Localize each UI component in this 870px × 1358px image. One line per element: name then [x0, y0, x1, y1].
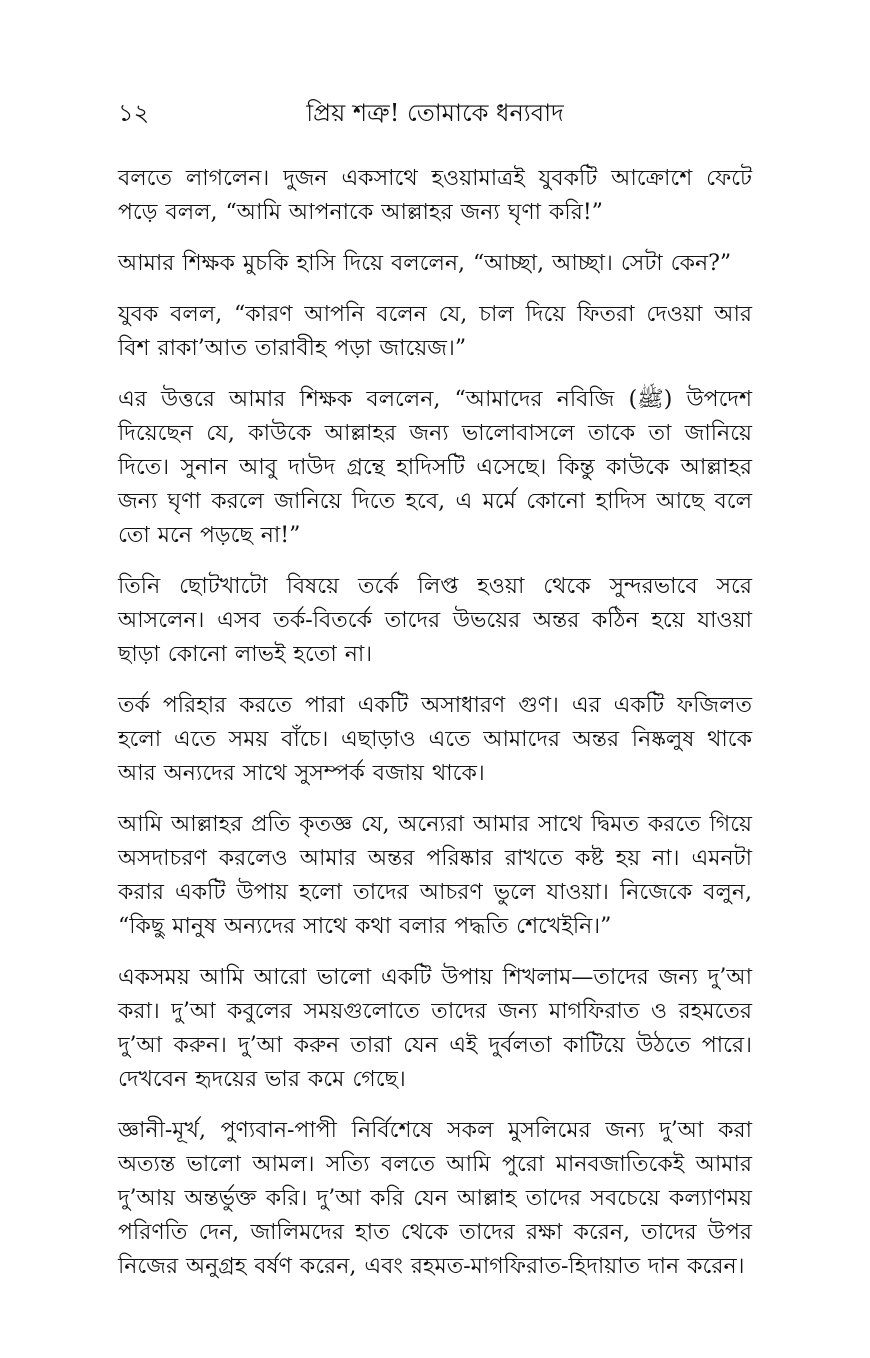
- paragraph: এর উত্তরে আমার শিক্ষক বললেন, “আমাদের নবিজি (ﷺ) উপদেশ দিয়েছেন যে, কাউকে আল্লাহর জন্য ভালোবাসলে তাকে তা জানিয়ে দিতে। সুনান আবু দাউদ গ্রন্থে হাদিসটি এসেছে। কিন্তু কাউকে আল্লাহর জন্য ঘৃণা করলে জানিয়ে দিতে হবে, এ মর্মে কোনো হাদিস আছে বলে তো মনে পড়ছে না!”: [118, 387, 753, 548]
- paragraph: তিনি ছোটখাটো বিষয়ে তর্কে লিপ্ত হওয়া থেকে সুন্দরভাবে সরে আসলেন। এসব তর্ক-বিতর্কে তাদের উভয়ের অন্তর কঠিন হয়ে যাওয়া ছাড়া কোনো লাভই হতো না।: [118, 574, 752, 667]
- page-number: ১২: [118, 99, 150, 127]
- paragraph: বলতে লাগলেন। দুজন একসাথে হওয়ামাত্রই যুবকটি আক্রোশে ফেটে পড়ে বলল, “আমি আপনাকে আল্লাহর জন্য ঘৃণা করি!”: [118, 166, 752, 225]
- running-header: [118, 96, 752, 130]
- paragraph: জ্ঞানী-মূর্খ, পুণ্যবান-পাপী নির্বিশেষে সকল মুসলিমের জন্য দু’আ করা অত্যন্ত ভালো আমল। সত্যি বলতে আমি পুরো মানবজাতিকেই আমার দু’আয় অন্তর্ভুক্ত করি। দু’আ করি যেন আল্লাহ তাদের সবচেয়ে কল্যাণময় পরিণতি দেন, জালিমদের হাত থেকে তাদের রক্ষা করেন, তাদের উপর নিজের অনুগ্রহ বর্ষণ করেন, এবং রহমত-মাগফিরাত-হিদায়াত দান করেন।: [118, 1118, 752, 1279]
- paragraph: যুবক বলল, “কারণ আপনি বলেন যে, চাল দিয়ে ফিতরা দেওয়া আর বিশ রাকা’আত তারাবীহ পড়া জায়েজ।”: [118, 302, 752, 361]
- paragraph: তর্ক পরিহার করতে পারা একটি অসাধারণ গুণ। এর একটি ফজিলত হলো এতে সময় বাঁচে। এছাড়াও এতে আমাদের অন্তর নিষ্কলুষ থাকে আর অন্যদের সাথে সুসম্পর্ক বজায় থাকে।: [118, 693, 752, 786]
- paragraph: আমি আল্লাহর প্রতি কৃতজ্ঞ যে, অন্যেরা আমার সাথে দ্বিমত করতে গিয়ে অসদাচরণ করলেও আমার অন্তর পরিষ্কার রাখতে কষ্ট হয় না। এমনটা করার একটি উপায় হলো তাদের আচরণ ভুলে যাওয়া। নিজেকে বলুন, “কিছু মানুষ অন্যদের সাথে কথা বলার পদ্ধতি শেখেইনি।”: [118, 812, 752, 939]
- body-text: [118, 162, 752, 1301]
- paragraph: একসময় আমি আরো ভালো একটি উপায় শিখলাম—তাদের জন্য দু’আ করা। দু’আ কবুলের সময়গুলোতে তাদের জন্য মাগফিরাত ও রহমতের দু’আ করুন। দু’আ করুন তারা যেন এই দুর্বলতা কাটিয়ে উঠতে পারে। দেখবেন হৃদয়ের ভার কমে গেছে।: [118, 965, 752, 1092]
- book-title: প্রিয় শত্রু! তোমাকে ধন্যবাদ: [306, 99, 564, 127]
- paragraph: আমার শিক্ষক মুচকি হাসি দিয়ে বললেন, “আচ্ছা, আচ্ছা। সেটা কেন?”: [118, 251, 732, 276]
